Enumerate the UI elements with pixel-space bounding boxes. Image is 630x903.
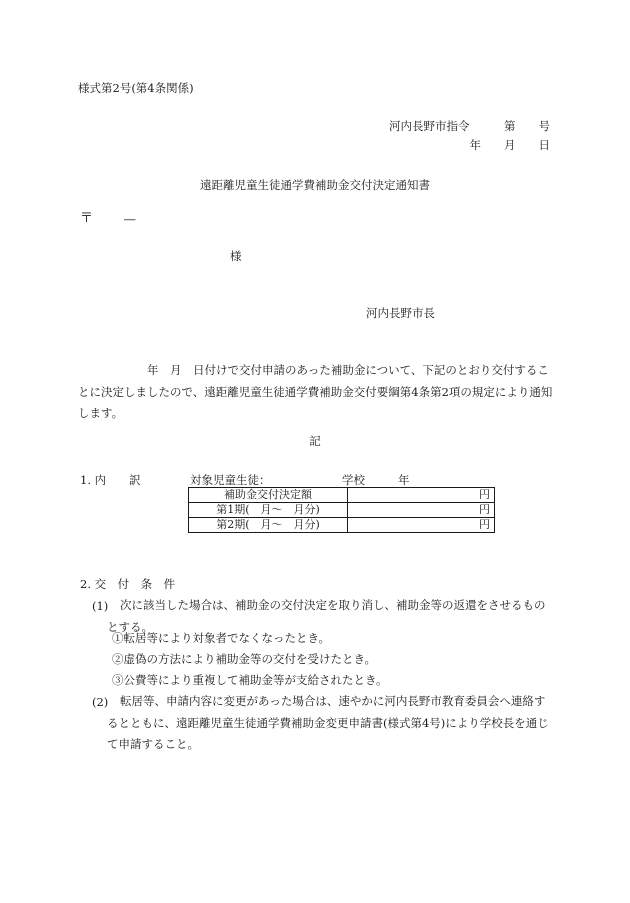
amount-label: 補助金交付決定額	[189, 488, 348, 503]
table-row	[189, 488, 495, 503]
grade-label: 年	[398, 473, 410, 487]
condition1-text: 次に該当した場合は、補助金の交付決定を取り消し、補助金等の返還をさせるものとする。	[107, 598, 546, 634]
postal-dash: ―	[124, 212, 136, 226]
target-student-label: 対象児童生徒：	[190, 473, 271, 487]
ki-heading: 記	[309, 434, 321, 448]
issuer-command-number: 河内長野市指令 第 号	[389, 119, 550, 133]
period1-label: 第1期( 月～ 月分)	[189, 503, 348, 518]
condition1-item: ②虚偽の方法により補助金等の交付を受けたとき。	[112, 652, 377, 666]
section2-heading: 2. 交 付 条 件	[80, 577, 176, 591]
table-row	[189, 503, 495, 518]
postal-mark: 〒	[80, 211, 94, 226]
period2-label: 第2期( 月～ 月分)	[189, 518, 348, 533]
condition2-number: (2)	[92, 695, 109, 709]
table-row	[189, 518, 495, 533]
document-title: 遠距離児童生徒通学費補助金交付決定通知書	[200, 178, 430, 192]
condition2-text: 転居等、申請内容に変更があった場合は、速やかに河内長野市教育委員会へ連絡するとともに、遠距離児童生徒通学費補助金変更申請書(様式第4号)により学校長を通じて申請すること。	[107, 694, 549, 751]
form-number: 様式第2号(第4条関係)	[78, 81, 194, 95]
sender-mayor: 河内長野市長	[366, 306, 435, 320]
condition1-item: ①転居等により対象者でなくなったとき。	[112, 631, 331, 645]
condition1-number: (1)	[92, 599, 109, 613]
issue-date: 年 月 日	[469, 138, 550, 152]
period1-value: 円	[348, 503, 495, 518]
section1-heading: 1. 内 訳	[80, 473, 141, 487]
amount-table	[188, 487, 495, 533]
period2-value: 円	[348, 518, 495, 533]
body-paragraph: 年 月 日付けで交付申請のあった補助金について、下記のとおり交付することに決定しましたので、遠距離児童生徒通学費補助金交付要綱第4条第2項の規定により通知します。	[78, 363, 553, 420]
school-label: 学校	[342, 473, 365, 487]
recipient-honorific: 様	[230, 249, 242, 263]
condition1-item: ③公費等により重複して補助金等が支給されたとき。	[112, 673, 388, 687]
amount-value: 円	[348, 488, 495, 503]
